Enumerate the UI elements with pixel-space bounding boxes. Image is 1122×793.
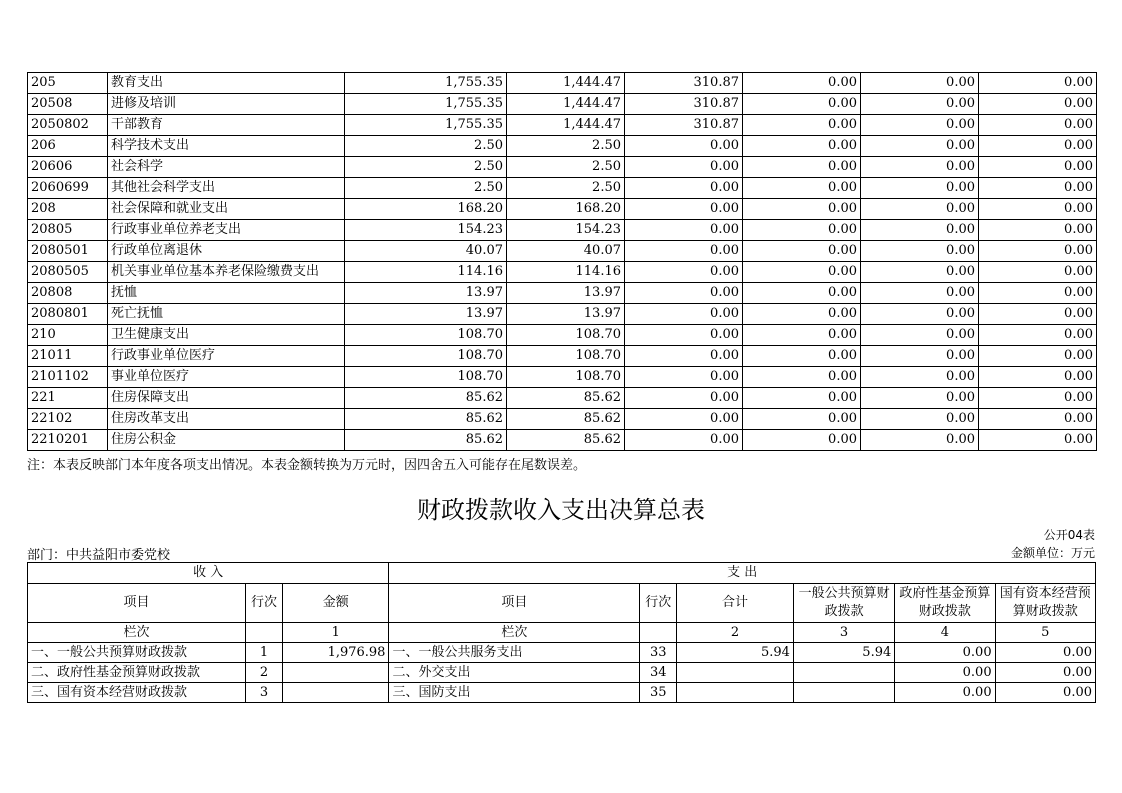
doc-code: 公开04表 [1043,528,1095,542]
table-note: 注：本表反映部门本年度各项支出情况。本表金额转换为万元时，因四舍五入可能存在尾数误差。 [27,458,587,473]
table-row [28,94,1097,115]
value-cell: 168.20 [345,199,507,220]
summary-table [27,562,1096,703]
order-1: 1 [282,623,389,643]
value-cell: 0.00 [743,283,861,304]
value-cell: 0.00 [861,262,979,283]
value-cell: 2.50 [345,178,507,199]
expense-gov-fund: 0.00 [895,683,995,703]
table-row [28,178,1097,199]
value-cell: 0.00 [743,241,861,262]
income-item: 二、政府性基金预算财政拨款 [28,663,246,683]
income-row-no: 3 [246,683,283,703]
subject-name: 干部教育 [108,115,345,136]
subject-code: 208 [28,199,108,220]
value-cell: 108.70 [345,325,507,346]
value-cell: 0.00 [625,220,743,241]
value-cell: 114.16 [507,262,625,283]
value-cell: 2.50 [507,157,625,178]
value-cell: 0.00 [979,94,1097,115]
subject-code: 2080501 [28,241,108,262]
value-cell: 1,755.35 [345,73,507,94]
value-cell: 154.23 [345,220,507,241]
expense-general: 5.94 [793,643,894,663]
col-row-no: 行次 [246,584,283,623]
value-cell: 0.00 [861,94,979,115]
subject-name: 行政事业单位养老支出 [108,220,345,241]
table-row [28,283,1097,304]
value-cell: 0.00 [743,388,861,409]
value-cell: 85.62 [345,388,507,409]
value-cell: 0.00 [743,199,861,220]
subject-code: 20805 [28,220,108,241]
value-cell: 0.00 [861,430,979,451]
col-state-capital: 国有资本经营预算财政拨款 [995,584,1095,623]
summary-row [28,663,1096,683]
table-row [28,73,1097,94]
order-4: 4 [895,623,995,643]
expense-header: 支 出 [389,563,1096,584]
table-row [28,199,1097,220]
value-cell: 0.00 [625,241,743,262]
value-cell: 168.20 [507,199,625,220]
value-cell: 1,755.35 [345,115,507,136]
value-cell: 0.00 [861,136,979,157]
value-cell: 0.00 [743,430,861,451]
value-cell: 114.16 [345,262,507,283]
col-gov-fund: 政府性基金预算财政拨款 [895,584,995,623]
col-amount: 金额 [282,584,389,623]
subject-code: 22102 [28,409,108,430]
table-row [28,262,1097,283]
expense-total [677,663,794,683]
order-5: 5 [995,623,1095,643]
expense-total [677,683,794,703]
value-cell: 108.70 [507,367,625,388]
subject-name: 行政单位离退休 [108,241,345,262]
col-general: 一般公共预算财政拨款 [793,584,894,623]
table-row [28,304,1097,325]
value-cell: 108.70 [345,346,507,367]
order-blank [246,623,283,643]
value-cell: 0.00 [743,262,861,283]
value-cell: 0.00 [743,409,861,430]
subject-name: 事业单位医疗 [108,367,345,388]
income-item: 三、国有资本经营财政拨款 [28,683,246,703]
expense-general [793,663,894,683]
income-amount [282,683,389,703]
expense-gov-fund: 0.00 [895,663,995,683]
value-cell: 0.00 [625,325,743,346]
expense-detail-table [27,72,1097,451]
expense-gov-fund: 0.00 [895,643,995,663]
value-cell: 2.50 [345,157,507,178]
value-cell: 0.00 [861,409,979,430]
value-cell: 108.70 [507,325,625,346]
income-header: 收 入 [28,563,389,584]
value-cell: 0.00 [861,388,979,409]
amount-unit-label: 金额单位：万元 [1010,546,1095,560]
expense-item: 一、一般公共服务支出 [389,643,640,663]
value-cell: 85.62 [345,430,507,451]
summary-row [28,683,1096,703]
table-row [28,388,1097,409]
subject-code: 2050802 [28,115,108,136]
expense-row-no: 34 [640,663,677,683]
value-cell: 1,444.47 [507,94,625,115]
value-cell: 13.97 [507,304,625,325]
order-2: 2 [677,623,794,643]
value-cell: 0.00 [625,409,743,430]
value-cell: 108.70 [507,346,625,367]
value-cell: 310.87 [625,73,743,94]
value-cell: 0.00 [743,136,861,157]
table-row [28,430,1097,451]
value-cell: 1,444.47 [507,73,625,94]
value-cell: 0.00 [743,304,861,325]
value-cell: 0.00 [625,367,743,388]
subject-name: 死亡抚恤 [108,304,345,325]
expense-item: 三、国防支出 [389,683,640,703]
value-cell: 0.00 [861,283,979,304]
page-title: 财政拨款收入支出决算总表 [417,496,705,524]
value-cell: 0.00 [861,241,979,262]
value-cell: 0.00 [979,73,1097,94]
table-row [28,325,1097,346]
subject-name: 科学技术支出 [108,136,345,157]
subject-name: 住房保障支出 [108,388,345,409]
value-cell: 1,755.35 [345,94,507,115]
value-cell: 0.00 [625,262,743,283]
subject-code: 20606 [28,157,108,178]
value-cell: 0.00 [979,241,1097,262]
expense-general [793,683,894,703]
value-cell: 0.00 [743,367,861,388]
value-cell: 85.62 [507,430,625,451]
value-cell: 0.00 [979,367,1097,388]
income-amount [282,663,389,683]
col-total: 合计 [677,584,794,623]
value-cell: 13.97 [507,283,625,304]
value-cell: 0.00 [861,115,979,136]
value-cell: 108.70 [345,367,507,388]
order-row [28,623,1096,643]
value-cell: 1,444.47 [507,115,625,136]
subject-code: 20808 [28,283,108,304]
subject-name: 机关事业单位基本养老保险缴费支出 [108,262,345,283]
col-item: 项目 [28,584,246,623]
value-cell: 0.00 [861,157,979,178]
subject-name: 教育支出 [108,73,345,94]
subject-code: 205 [28,73,108,94]
value-cell: 13.97 [345,304,507,325]
subject-code: 2080505 [28,262,108,283]
value-cell: 154.23 [507,220,625,241]
value-cell: 0.00 [625,430,743,451]
value-cell: 85.62 [507,409,625,430]
value-cell: 0.00 [979,283,1097,304]
subject-name: 抚恤 [108,283,345,304]
expense-row-no: 33 [640,643,677,663]
subject-code: 206 [28,136,108,157]
value-cell: 310.87 [625,115,743,136]
order-label: 栏次 [28,623,246,643]
value-cell: 0.00 [979,430,1097,451]
income-item: 一、一般公共预算财政拨款 [28,643,246,663]
col-item2: 项目 [389,584,640,623]
value-cell: 0.00 [979,409,1097,430]
value-cell: 0.00 [743,346,861,367]
subject-name: 住房公积金 [108,430,345,451]
expense-row-no: 35 [640,683,677,703]
value-cell: 0.00 [979,136,1097,157]
value-cell: 0.00 [861,304,979,325]
value-cell: 0.00 [743,178,861,199]
subject-name: 社会保障和就业支出 [108,199,345,220]
subject-code: 2080801 [28,304,108,325]
value-cell: 0.00 [979,157,1097,178]
subject-code: 2060699 [28,178,108,199]
value-cell: 0.00 [861,199,979,220]
value-cell: 0.00 [743,73,861,94]
value-cell: 0.00 [861,367,979,388]
value-cell: 0.00 [625,304,743,325]
value-cell: 0.00 [979,346,1097,367]
value-cell: 0.00 [625,346,743,367]
expense-state-capital: 0.00 [995,683,1095,703]
value-cell: 0.00 [625,136,743,157]
value-cell: 0.00 [625,388,743,409]
value-cell: 0.00 [861,325,979,346]
subject-name: 卫生健康支出 [108,325,345,346]
value-cell: 0.00 [979,199,1097,220]
value-cell: 0.00 [979,304,1097,325]
value-cell: 0.00 [861,178,979,199]
subject-code: 21011 [28,346,108,367]
value-cell: 0.00 [743,115,861,136]
value-cell: 2.50 [507,178,625,199]
value-cell: 0.00 [625,157,743,178]
order-3: 3 [793,623,894,643]
income-row-no: 2 [246,663,283,683]
income-row-no: 1 [246,643,283,663]
subject-code: 2210201 [28,430,108,451]
value-cell: 13.97 [345,283,507,304]
order-label2: 栏次 [389,623,640,643]
value-cell: 0.00 [625,199,743,220]
table-row [28,115,1097,136]
table-row [28,346,1097,367]
value-cell: 0.00 [979,220,1097,241]
value-cell: 0.00 [743,220,861,241]
table-row [28,136,1097,157]
value-cell: 0.00 [979,178,1097,199]
value-cell: 2.50 [507,136,625,157]
value-cell: 0.00 [979,325,1097,346]
table-row [28,157,1097,178]
subject-code: 2101102 [28,367,108,388]
table-row [28,241,1097,262]
value-cell: 0.00 [979,115,1097,136]
value-cell: 40.07 [507,241,625,262]
subject-name: 行政事业单位医疗 [108,346,345,367]
expense-state-capital: 0.00 [995,643,1095,663]
expense-item: 二、外交支出 [389,663,640,683]
expense-total: 5.94 [677,643,794,663]
order-blank2 [640,623,677,643]
value-cell: 0.00 [979,262,1097,283]
subject-code: 20508 [28,94,108,115]
value-cell: 0.00 [625,283,743,304]
table-row [28,220,1097,241]
value-cell: 85.62 [345,409,507,430]
table-row [28,367,1097,388]
value-cell: 0.00 [625,178,743,199]
subject-name: 社会科学 [108,157,345,178]
table-row [28,409,1097,430]
value-cell: 0.00 [743,157,861,178]
value-cell: 0.00 [979,388,1097,409]
value-cell: 0.00 [861,346,979,367]
summary-header-row [28,563,1096,584]
income-amount: 1,976.98 [282,643,389,663]
summary-row [28,643,1096,663]
subject-name: 其他社会科学支出 [108,178,345,199]
value-cell: 85.62 [507,388,625,409]
col-row-no2: 行次 [640,584,677,623]
value-cell: 0.00 [861,220,979,241]
value-cell: 310.87 [625,94,743,115]
subject-code: 221 [28,388,108,409]
subject-code: 210 [28,325,108,346]
expense-state-capital: 0.00 [995,663,1095,683]
summary-column-header-row [28,584,1096,623]
value-cell: 0.00 [743,325,861,346]
department-label: 部门：中共益阳市委党校 [27,548,171,563]
value-cell: 0.00 [743,94,861,115]
value-cell: 2.50 [345,136,507,157]
subject-name: 住房改革支出 [108,409,345,430]
value-cell: 40.07 [345,241,507,262]
value-cell: 0.00 [861,73,979,94]
subject-name: 进修及培训 [108,94,345,115]
